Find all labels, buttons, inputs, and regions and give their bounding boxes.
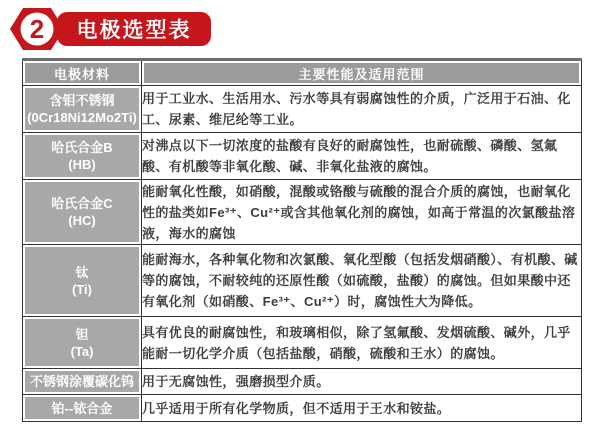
- description-cell: 能耐海水，各种氧化物和次氯酸、氧化型酸（包括发烟硝酸）、有机酸、碱等的腐蚀，不耐较纯的还原性酸（如硫酸，盐酸）的腐蚀。但如果酸中还有氧化剂（如硝酸、Fe³⁺、Cu²⁺）时，腐蚀性大为降低。: [142, 245, 582, 317]
- section-title: 电极选型表: [76, 19, 192, 42]
- description-cell: 对沸点以下一切浓度的盐酸有良好的耐腐蚀性，也耐硫酸、磷酸、氢氟酸、有机酸等非氧化酸、碱、非氧化盐液的腐蚀。: [142, 133, 582, 180]
- section-title-banner: [57, 12, 211, 46]
- material-name: 钛: [75, 264, 89, 280]
- table-body: [23, 86, 582, 422]
- material-cell: [23, 133, 142, 180]
- table-row: [23, 395, 582, 422]
- material-name: 钽: [75, 326, 89, 342]
- description-cell: 能耐氧化性酸，如硝酸，混酸或铬酸与硫酸的混合介质的腐蚀，也耐氧化性的盐类如Fe³⁺、Cu²⁺或含其他氧化剂的腐蚀，如高于常温的次氯酸盐溶液，海水的腐蚀: [142, 180, 582, 245]
- material-grade: (Ta): [70, 343, 94, 359]
- material-cell: [23, 395, 142, 422]
- material-name: 哈氏合金C: [51, 196, 113, 211]
- material-name: 含钼不锈钢: [49, 93, 115, 108]
- material-grade: (HC): [68, 213, 96, 228]
- electrode-selection-table: [22, 58, 582, 422]
- material-cell: [23, 317, 142, 369]
- material-cell: [23, 180, 142, 245]
- hexagon-badge-icon: [8, 5, 66, 53]
- badge-number: 2: [29, 14, 45, 44]
- description-cell: 用于无腐蚀性，强磨损型介质。: [142, 369, 582, 395]
- table-row: [23, 86, 582, 133]
- table-row: [23, 245, 582, 317]
- material-grade: (0Cr18Ni12Mo2Ti): [27, 110, 137, 125]
- material-cell: [23, 245, 142, 317]
- material-cell: [23, 86, 142, 133]
- column-header-performance: 主要性能及适用范围: [142, 60, 582, 86]
- material-grade: (HB): [68, 157, 96, 172]
- material-name: 铂--铱合金: [51, 400, 113, 416]
- table-header-row: [23, 60, 582, 86]
- material-grade: (Ti): [72, 281, 92, 297]
- description-cell: 具有优良的耐腐蚀性，和玻璃相似，除了氢氟酸、发烟硫酸、碱外，几乎能耐一切化学介质（包括盐酸，硝酸，硫酸和王水）的腐蚀。: [142, 317, 582, 369]
- material-name: 不锈钢涂覆碳化钨: [29, 374, 134, 389]
- table-row: [23, 133, 582, 180]
- material-cell: [23, 369, 142, 395]
- table-row: [23, 317, 582, 369]
- table-row: [23, 369, 582, 395]
- description-cell: 几乎适用于所有化学物质，但不适用于王水和铵盐。: [142, 395, 582, 422]
- section-number-badge: [8, 5, 66, 53]
- column-header-material: 电极材料: [23, 60, 142, 86]
- table-row: [23, 180, 582, 245]
- description-cell: 用于工业水、生活用水、污水等具有弱腐蚀性的介质，广泛用于石油、化工、尿素、维尼纶等工业。: [142, 86, 582, 133]
- material-name: 哈氏合金B: [51, 140, 113, 155]
